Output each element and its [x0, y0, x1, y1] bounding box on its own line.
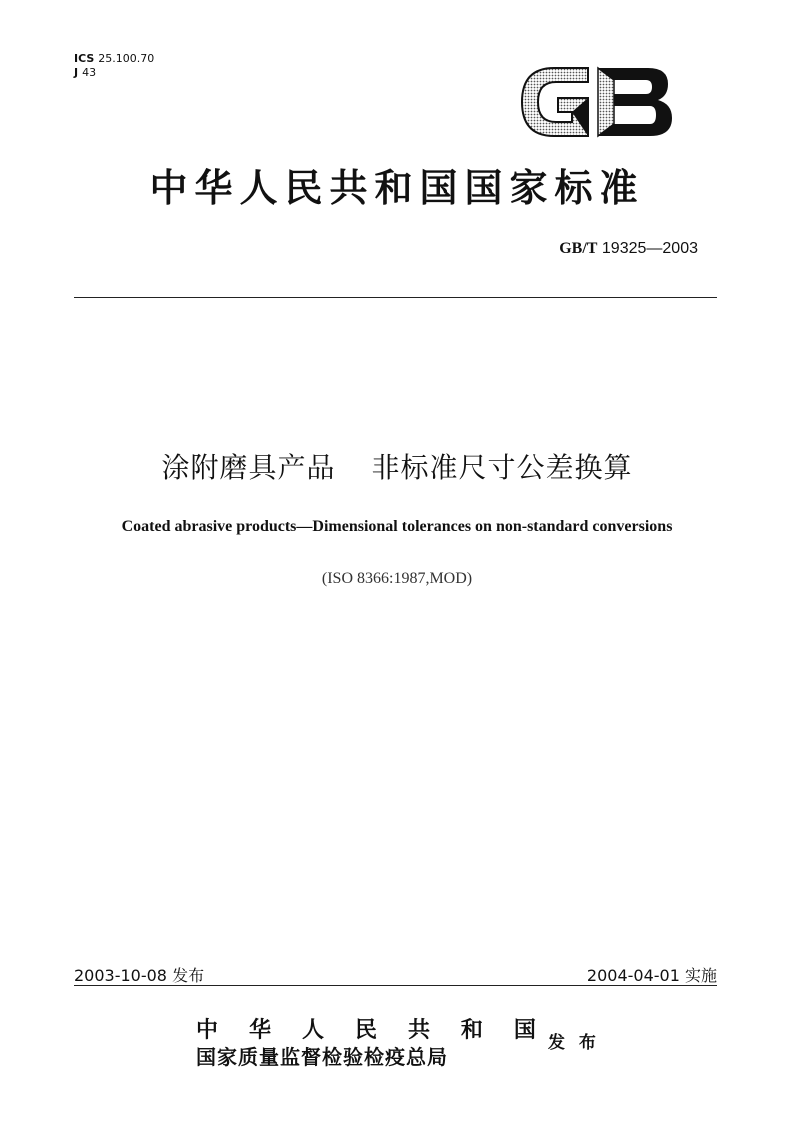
- publish-label: 发 布: [548, 1033, 600, 1053]
- ics-label: ICS: [74, 52, 95, 65]
- issuer-agency: 国家质量监督检验检疫总局: [196, 1045, 448, 1069]
- ccs-label: J: [74, 66, 79, 79]
- ccs-value: 43: [82, 66, 97, 79]
- ics-code: [74, 52, 154, 66]
- standard-number: [559, 240, 698, 258]
- issuer-char: 华: [248, 1018, 271, 1043]
- issuer-char: 和: [460, 1018, 483, 1043]
- issuer-char: 共: [407, 1018, 430, 1043]
- ccs-code: [74, 66, 154, 80]
- gb-logo-icon: [518, 62, 676, 142]
- footer-divider: [74, 985, 717, 986]
- implementation-date: 2004-04-01 实施: [586, 966, 717, 985]
- issuer-char: 人: [301, 1018, 324, 1043]
- iso-reference: (ISO 8366:1987,MOD): [321, 570, 473, 587]
- issuer-char: 中: [196, 1018, 219, 1043]
- document-title-en: Coated abrasive products—Dimensional tolerances on non-standard conversions: [121, 518, 673, 535]
- standard-number-value: 19325—2003: [601, 240, 698, 257]
- release-date: 2003-10-08 发布: [74, 966, 205, 985]
- standard-title: 中华人民共和国国家标准: [149, 166, 645, 210]
- issuing-authority: [196, 1018, 536, 1070]
- issuer-char: 国: [513, 1018, 536, 1043]
- header-divider: [74, 297, 717, 298]
- issuer-country: [196, 1018, 536, 1044]
- document-title-cn: [0, 448, 794, 488]
- standard-number-prefix: GB/T: [559, 240, 598, 257]
- classification-codes: [74, 52, 154, 80]
- ics-value: 25.100.70: [98, 52, 155, 65]
- title-cn-part1: 涂附磨具产品: [161, 451, 336, 484]
- issuer-char: 民: [354, 1018, 377, 1043]
- title-cn-part2: 非标准尺寸公差换算: [371, 451, 633, 484]
